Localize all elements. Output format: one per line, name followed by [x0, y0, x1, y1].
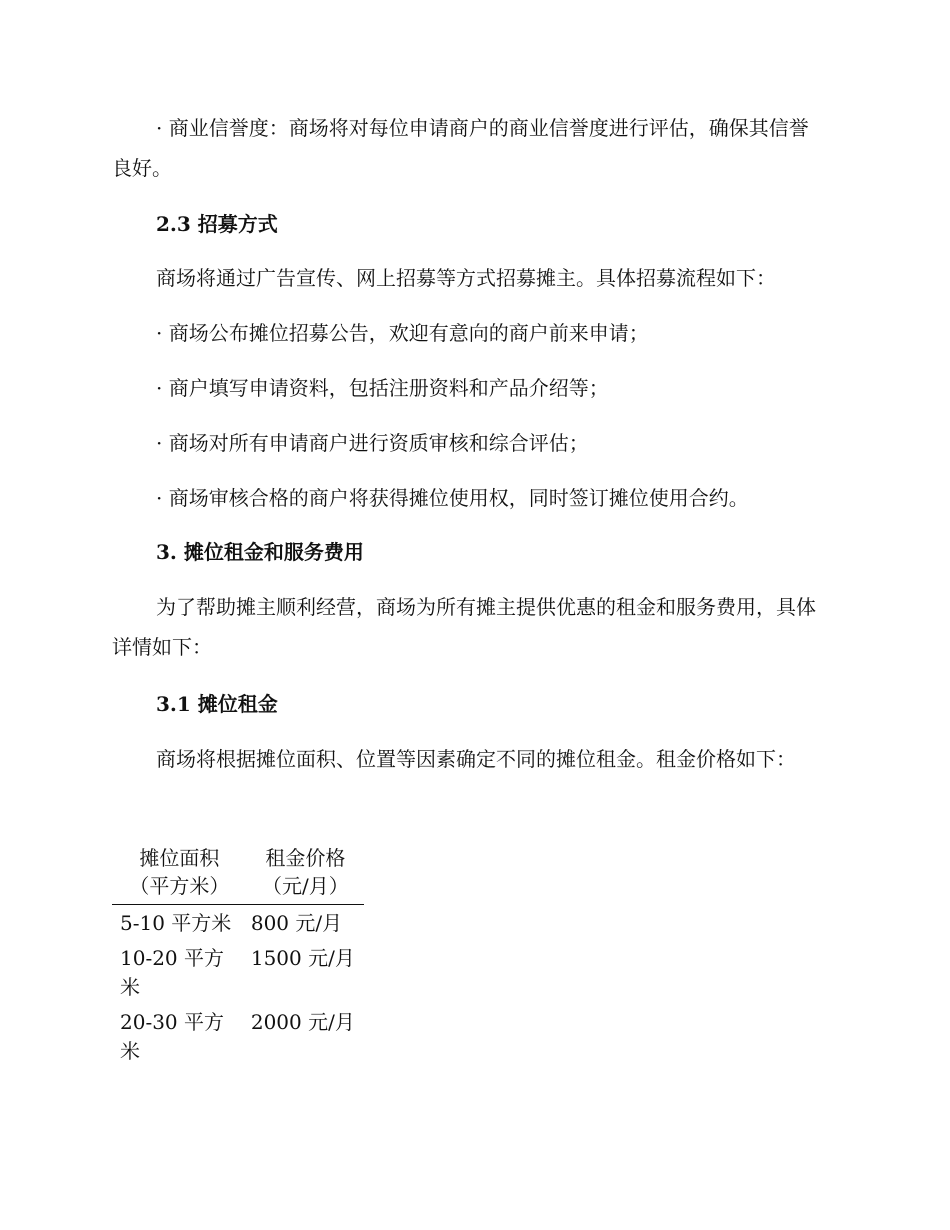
- rent-table: [112, 842, 364, 1068]
- table-row: [112, 1004, 364, 1068]
- table-header-price: 租金价格（元/月）: [243, 842, 364, 905]
- table-cell-area: 20-30 平方米: [120, 1010, 225, 1063]
- recruit-step-3: · 商场对所有申请商户进行资质审核和综合评估；: [156, 431, 589, 455]
- table-header-row: [112, 842, 364, 905]
- credit-bullet: · 商业信誉度：商场将对每位申请商户的商业信誉度进行评估，确保其信誉良好。: [112, 116, 809, 180]
- table-row: [112, 940, 364, 1004]
- recruit-step-4: · 商场审核合格的商户将获得摊位使用权，同时签订摊位使用合约。: [156, 486, 749, 510]
- table-cell-price: 800 元/月: [250, 911, 343, 935]
- recruit-step-1: · 商场公布摊位招募公告，欢迎有意向的商户前来申请；: [156, 321, 649, 345]
- section-heading-3-1: 3.1 摊位租金: [156, 692, 278, 716]
- table-cell-area: 10-20 平方米: [120, 946, 225, 999]
- rent-paragraph: 商场将根据摊位面积、位置等因素确定不同的摊位租金。租金价格如下：: [156, 747, 796, 771]
- table-cell-price: 2000 元/月: [250, 1010, 355, 1034]
- section-heading-3: 3. 摊位租金和服务费用: [156, 540, 364, 564]
- fees-paragraph: 为了帮助摊主顺利经营，商场为所有摊主提供优惠的租金和服务费用，具体详情如下：: [112, 595, 816, 659]
- table-cell-area: 5-10 平方米: [120, 911, 232, 935]
- table-header-area: 摊位面积（平方米）: [112, 842, 243, 905]
- section-heading-2-3: 2.3 招募方式: [156, 212, 278, 236]
- table-cell-price: 1500 元/月: [250, 946, 355, 970]
- recruit-step-2: · 商户填写申请资料，包括注册资料和产品介绍等；: [156, 376, 609, 400]
- recruit-intro-paragraph: 商场将通过广告宣传、网上招募等方式招募摊主。具体招募流程如下：: [156, 266, 776, 290]
- table-row: [112, 905, 364, 941]
